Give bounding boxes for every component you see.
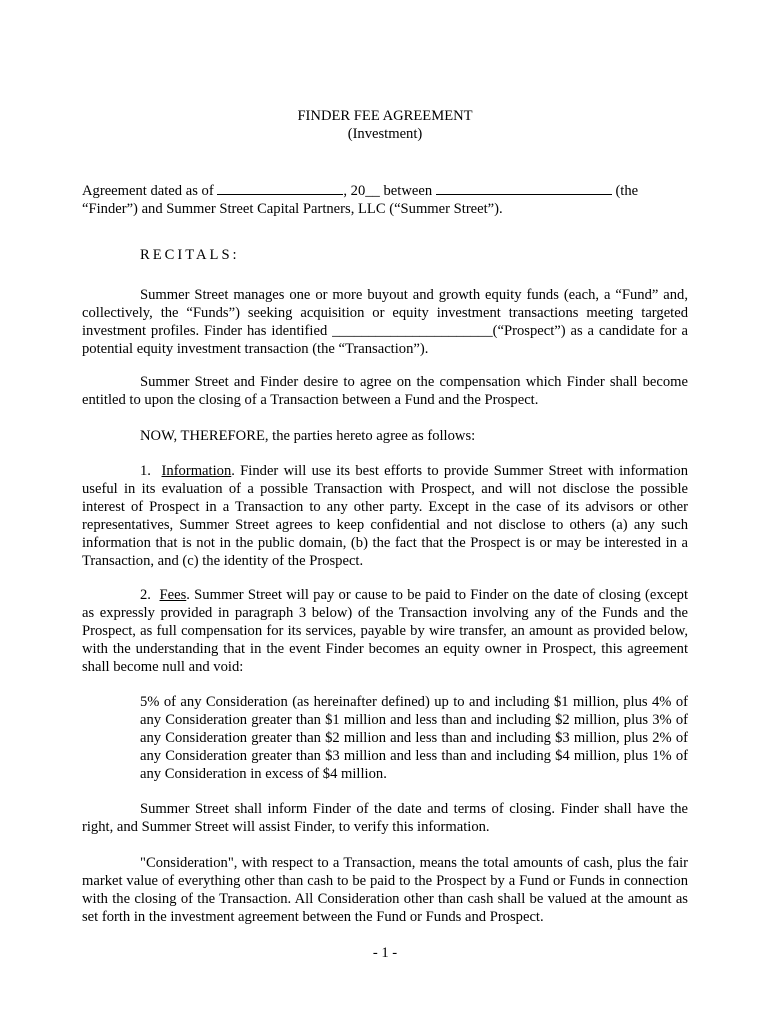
- section-2-heading: Fees: [159, 587, 187, 603]
- section-fees: [82, 586, 688, 676]
- recital-paragraph-2: Summer Street and Finder desire to agree on the compensation which Finder shall become entitled to upon the closing of a Transaction between a Fund and the Prospect.: [82, 374, 688, 408]
- fee-schedule: 5% of any Consideration (as hereinafter defined) up to and including $1 million, plus 4% of any Consideration greater than $1 million and less than and including $2 million, plus 3% of any Consideration greater than $2 million and less than and including $3 million, plus 2% of any Consideration greater than $3 million and less than and including $4 million, plus 1% of any Consideration in excess of $4 million.: [140, 694, 688, 782]
- intro-prefix: Agreement dated as of: [82, 183, 214, 199]
- recitals-heading: RECITALS:: [140, 247, 240, 263]
- closing-info-paragraph: Summer Street shall inform Finder of the date and terms of closing. Finder shall have the right, and Summer Street will assist Finder, to verify this information.: [82, 801, 688, 835]
- document-title-block: [82, 107, 688, 143]
- now-therefore-clause: NOW, THEREFORE, the parties hereto agree as follows:: [140, 428, 476, 444]
- finder-name-blank-field[interactable]: [436, 180, 612, 195]
- document-title: FINDER FEE AGREEMENT: [297, 108, 473, 124]
- page-number: - 1 -: [372, 945, 398, 961]
- section-information: [82, 462, 688, 570]
- document-page: [82, 0, 688, 1024]
- section-1-heading: Information: [161, 463, 232, 479]
- agreement-intro: [82, 180, 688, 218]
- section-1-number: 1.: [140, 463, 151, 479]
- document-subtitle: (Investment): [347, 126, 423, 142]
- section-2-body: . Summer Street will pay or cause to be paid to Finder on the date of closing (except as expressly provided in paragraph 3 below) of the Transaction involving any of the Funds and the Prospect, as full compensation for its services, payable by wire transfer, an amount as provided below, with the understanding that in the event Finder becomes an equity owner in Prospect, this agreement shall become null and void:: [82, 587, 688, 675]
- intro-line-1: [82, 180, 688, 200]
- section-1-body: . Finder will use its best efforts to provide Summer Street with information useful in its evaluation of a possible Transaction with Prospect, and will not disclose the possible interest of Prospect in a Transaction to any other party. Except in the case of its advisors or other representatives, Summer Street agrees to keep confidential and not disclose to others (a) any such information that is not in the public domain, (b) the fact that the Prospect is or may be interested in a Transaction, and (c) the identity of the Prospect.: [82, 463, 688, 569]
- consideration-definition: "Consideration", with respect to a Transaction, means the total amounts of cash, plus the fair market value of everything other than cash to be paid to the Prospect by a Fund or Funds in connection with the closing of the Transaction. All Consideration other than cash shall be valued at the amount as set forth in the investment agreement between the Fund or Funds and Prospect.: [82, 855, 688, 925]
- date-blank-field[interactable]: [217, 180, 343, 195]
- intro-line-2: “Finder”) and Summer Street Capital Partners, LLC (“Summer Street”).: [82, 201, 503, 217]
- intro-suffix: (the: [615, 183, 639, 199]
- recital-paragraph-1: Summer Street manages one or more buyout and growth equity funds (each, a “Fund” and, collectively, the “Funds”) seeking acquisition or equity investment transactions meeting targeted investment profiles. Finder has identified ______________________(“Prospect”) as a candidate for a potential equity investment transaction (the “Transaction”).: [82, 287, 688, 357]
- section-2-number: 2.: [140, 587, 151, 603]
- intro-year-text: , 20__ between: [343, 183, 433, 199]
